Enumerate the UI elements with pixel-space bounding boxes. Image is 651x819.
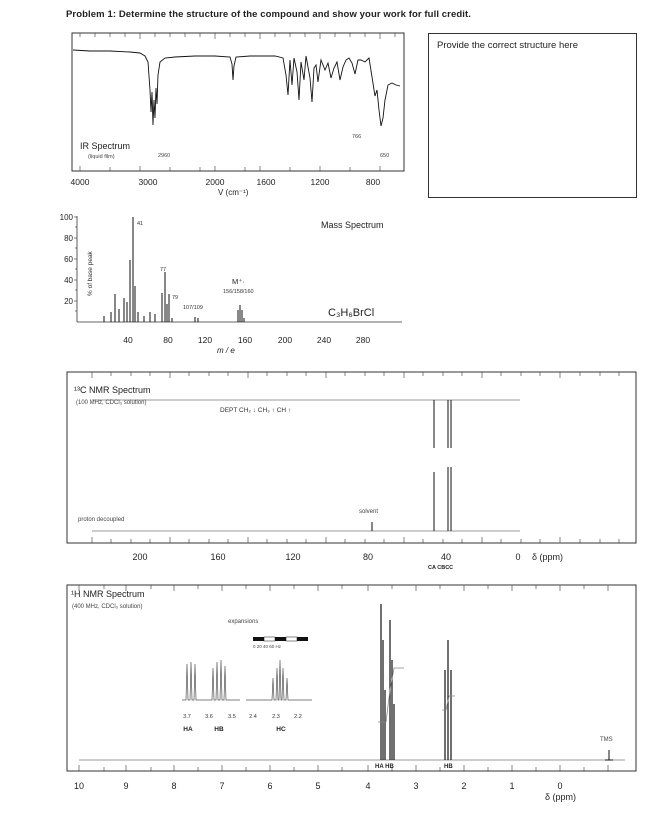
- ir-peak-label: 766: [352, 134, 362, 140]
- h1-subtitle: (400 MHz, CDCl₃ solution): [72, 604, 143, 610]
- h1-tick-label: 0: [557, 781, 563, 791]
- mass-spectrum: [60, 213, 402, 355]
- c13-bottom-ticks: [92, 537, 619, 543]
- h1-axis-unit: δ (ppm): [545, 792, 577, 802]
- c13-subtitle: (100 MHz, CDCl₃ solution): [76, 400, 147, 406]
- ms-molecular-ion-label: M⁺·: [232, 277, 245, 286]
- c13-decoupled-peaks: [372, 467, 451, 531]
- ms-title: Mass Spectrum: [321, 220, 384, 230]
- h1-tick-label: 9: [123, 781, 129, 791]
- c13-tick-label: 80: [362, 552, 374, 562]
- h1-tick-label: 5: [315, 781, 321, 791]
- h1-peak-label: HA HB: [375, 764, 394, 770]
- ms-peak-label: 107/109: [183, 305, 203, 311]
- ir-tick-label: 2000: [205, 177, 225, 187]
- ms-x-tick-label: 280: [355, 335, 371, 345]
- ms-y-tick-label: 100: [59, 213, 73, 222]
- ms-peaks: [104, 217, 244, 322]
- c13-axis-unit: δ (ppm): [532, 552, 564, 562]
- ms-x-tick-label: 40: [123, 335, 133, 345]
- expansion-hc-trace: [246, 660, 312, 700]
- ms-ylabel: % of base peak: [87, 251, 94, 296]
- h1-top-ticks: [79, 585, 608, 591]
- ms-x-tick-label: 160: [237, 335, 253, 345]
- h1-peak-label: HB: [444, 764, 453, 770]
- expansion-tick-label: 2.4: [249, 714, 257, 720]
- c13-title: ¹³C NMR Spectrum: [74, 385, 151, 395]
- ms-xlabel: m / e: [217, 346, 235, 355]
- ir-xlabel: V (cm⁻¹): [218, 188, 249, 197]
- expansion-ha-hb-trace: [182, 660, 240, 700]
- h1-tick-label: 3: [413, 781, 419, 791]
- ir-tick-label: 1600: [256, 177, 276, 187]
- ms-formula: C₃H₆BrCl: [328, 307, 375, 319]
- ir-bottom-ticks: [80, 166, 380, 171]
- expansion-ticks: [183, 714, 302, 720]
- ms-y-tick-label: 20: [64, 297, 73, 306]
- ir-tick-label: 800: [365, 177, 381, 187]
- c13-dept-peaks: [434, 400, 451, 448]
- ir-spectrum: [71, 33, 404, 197]
- ir-tick-label: 4000: [70, 177, 90, 187]
- c13-top-ticks: [92, 372, 619, 378]
- h1-tick-label: 6: [267, 781, 273, 791]
- ir-trace: [73, 50, 400, 126]
- expansion-label-hb: HB: [214, 726, 224, 733]
- ms-y-tick-label: 80: [64, 234, 73, 243]
- ms-peak-label: 41: [137, 221, 144, 227]
- h1-tick-label: 7: [219, 781, 225, 791]
- expansion-label-hc: HC: [276, 726, 286, 733]
- expansion-tick-label: 3.6: [205, 714, 213, 720]
- expansion-tick-label: 2.2: [294, 714, 302, 720]
- h1-nmr-spectrum: [67, 585, 636, 802]
- ir-subtitle: (liquid film): [88, 154, 115, 160]
- h1-tick-label: 4: [365, 781, 371, 791]
- tms-label: TMS: [600, 737, 613, 743]
- ms-y-tick-labels: [60, 213, 74, 306]
- ir-x-ticks: [71, 177, 381, 187]
- c13-dept-legend: DEPT CH₂ ↓ CH₃ ↑ CH ↑: [220, 407, 292, 414]
- expansion-tick-label: 3.7: [183, 714, 191, 720]
- ms-peak-label: 79: [172, 295, 179, 301]
- c13-tick-labels: [132, 552, 520, 562]
- h1-bottom-ticks: [79, 765, 608, 771]
- ms-x-tick-label: 120: [197, 335, 213, 345]
- expansion-label-ha: HA: [183, 726, 193, 733]
- ms-y-tick-label: 60: [64, 255, 73, 264]
- c13-tick-label: 120: [285, 552, 301, 562]
- h1-tick-label: 8: [171, 781, 177, 791]
- h1-title: ¹H NMR Spectrum: [71, 589, 145, 599]
- expansion-tick-label: 3.5: [228, 714, 236, 720]
- answer-box-label: Provide the correct structure here: [437, 40, 578, 51]
- h1-frame: [67, 585, 636, 771]
- ms-y-tick-label: 40: [64, 276, 73, 285]
- ir-peak-label: 2960: [158, 153, 171, 159]
- ms-x-tick-label: 80: [163, 335, 173, 345]
- ms-y-ticks: [74, 217, 77, 311]
- c13-tick-label: 160: [210, 552, 226, 562]
- c13-proton-decoupled-label: proton decoupled: [78, 517, 125, 523]
- ms-x-tick-label: 200: [277, 335, 293, 345]
- c13-tick-label: 40: [440, 552, 452, 562]
- ir-title: IR Spectrum: [80, 141, 131, 151]
- ms-x-tick-labels: [123, 335, 370, 345]
- ms-peak-label: 77: [160, 267, 167, 273]
- problem-statement: Problem 1: Determine the structure of the compound and show your work for full credit.: [66, 9, 472, 20]
- c13-tick-label: 200: [132, 552, 148, 562]
- ms-peak-label: 156/158/160: [223, 289, 254, 295]
- h1-expansions-label: expansions: [228, 619, 259, 625]
- ir-tick-label: 3000: [138, 177, 158, 187]
- c13-frame: [67, 372, 636, 543]
- hz-scale-label: 0 20 40 60 Hz: [253, 644, 282, 649]
- c13-tick-label: 0: [515, 552, 521, 562]
- c13-nmr-spectrum: [67, 372, 636, 571]
- h1-tick-label: 1: [509, 781, 515, 791]
- ir-tick-label: 1200: [310, 177, 330, 187]
- h1-tick-label: 10: [73, 781, 85, 791]
- expansion-tick-label: 2.3: [272, 714, 280, 720]
- hz-scale-bar: [253, 637, 308, 641]
- h1-tick-labels: [74, 781, 563, 791]
- ir-peak-label: 650: [380, 153, 390, 159]
- h1-tick-label: 2: [461, 781, 467, 791]
- c13-solvent-label: solvent: [359, 509, 379, 515]
- c13-carbon-labels: CA CBCC: [428, 565, 454, 571]
- ms-x-tick-label: 240: [316, 335, 332, 345]
- ir-top-ticks: [80, 33, 395, 39]
